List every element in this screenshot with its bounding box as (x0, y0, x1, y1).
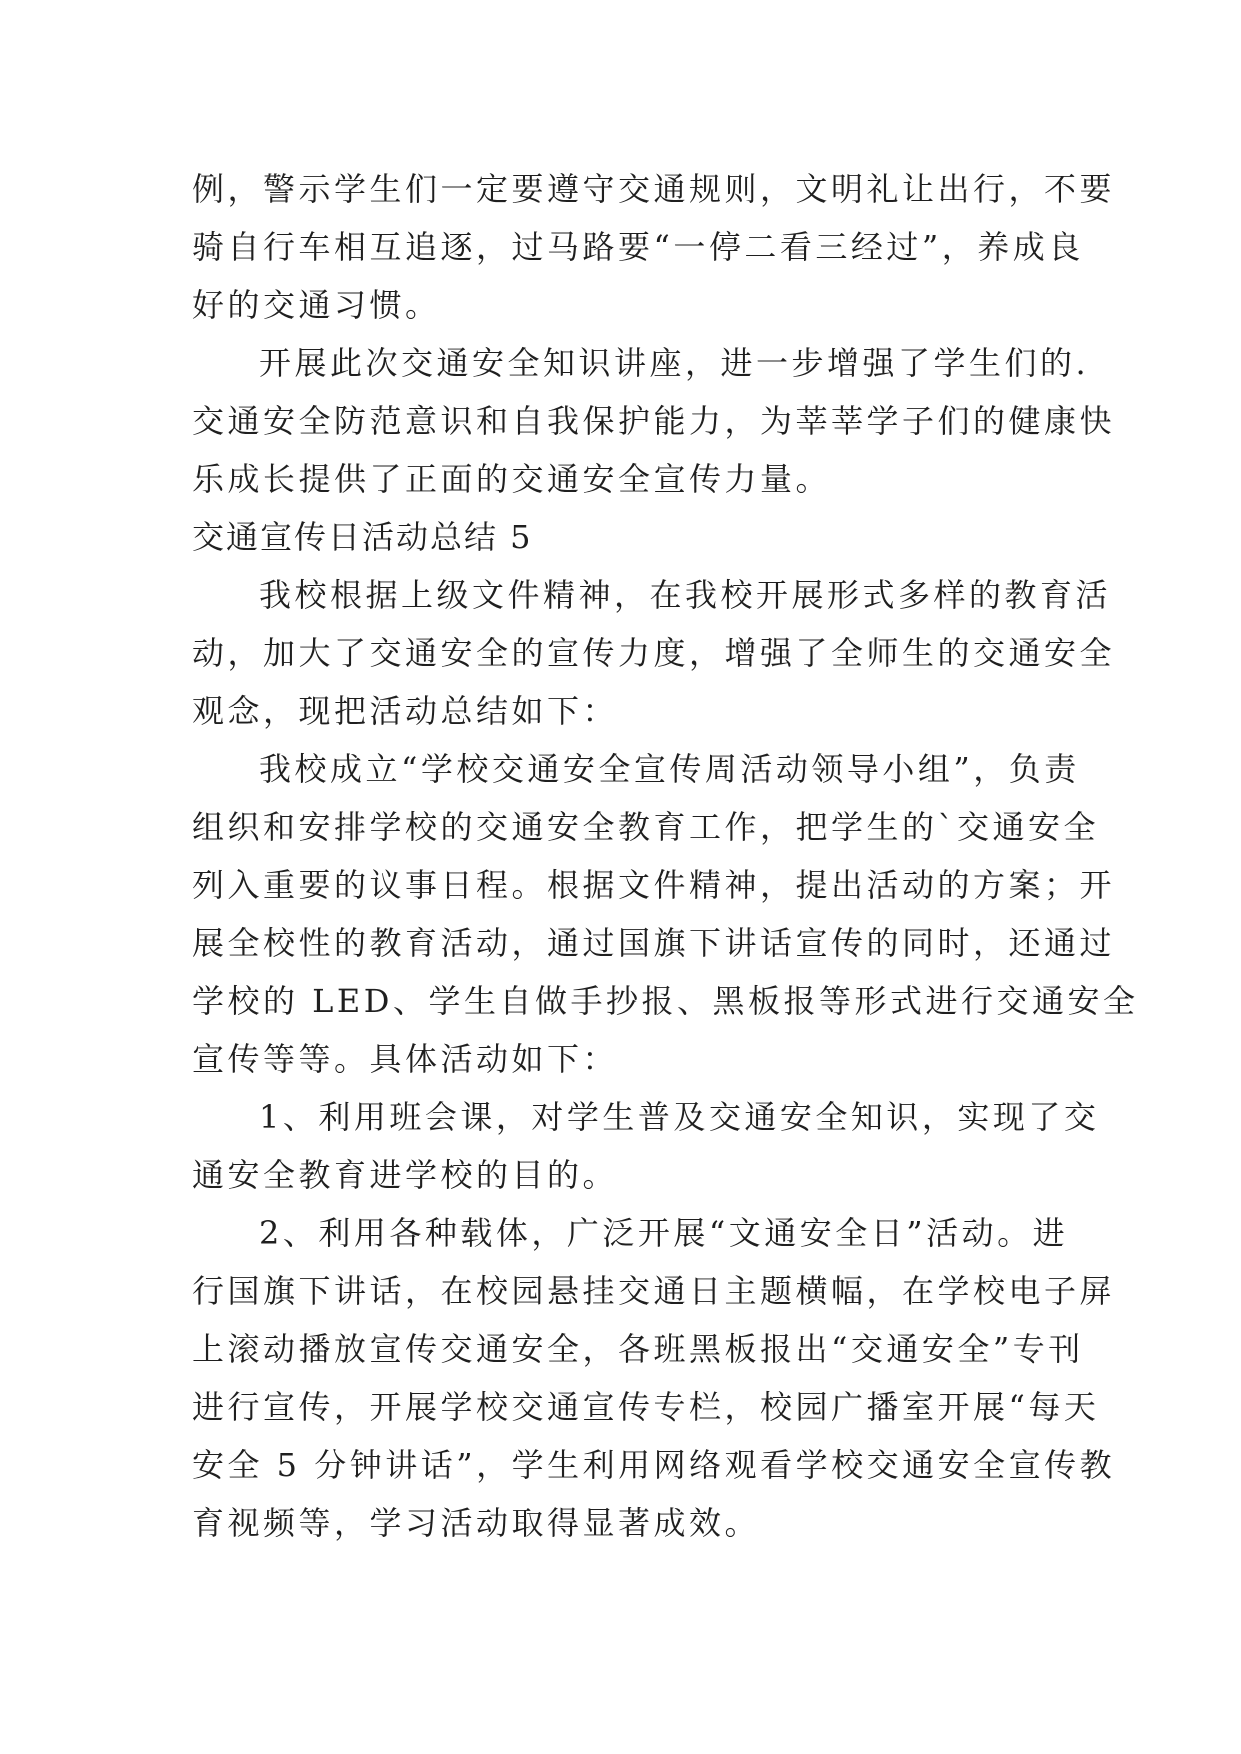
text-line: 学校的 LED、学生自做手抄报、黑板报等形式进行交通安全 (192, 982, 1139, 1020)
text-line: 例，警示学生们一定要遵守交通规则，文明礼让出行，不要 (192, 170, 1116, 208)
text-line: 列入重要的议事日程。根据文件精神，提出活动的方案；开 (192, 866, 1116, 904)
document-body (192, 160, 1139, 1552)
paragraph-first-line: 1、利用班会课，对学生普及交通安全知识，实现了交 (259, 1098, 1100, 1136)
text-line: 组织和安排学校的交通安全教育工作，把学生的`交通安全 (192, 808, 1100, 846)
text-line: 观念，现把活动总结如下： (192, 692, 619, 730)
text-line: 通安全教育进学校的目的。 (192, 1156, 619, 1194)
text-line: 上滚动播放宣传交通安全，各班黑板报出“交通安全”专刊 (192, 1330, 1084, 1368)
text-line: 展全校性的教育活动，通过国旗下讲话宣传的同时，还通过 (192, 924, 1116, 962)
text-line: 进行宣传，开展学校交通宣传专栏，校园广播室开展“每天 (192, 1388, 1100, 1426)
text-line: 骑自行车相互追逐，过马路要“一停二看三经过”，养成良 (192, 228, 1084, 266)
text-line: 育视频等，学习活动取得显著成效。 (192, 1504, 761, 1542)
paragraph-first-line: 我校根据上级文件精神，在我校开展形式多样的教育活 (259, 576, 1112, 614)
text-line: 好的交通习惯。 (192, 286, 441, 324)
paragraph-first-line: 开展此次交通安全知识讲座，进一步增强了学生们的. (259, 344, 1090, 382)
text-line: 乐成长提供了正面的交通安全宣传力量。 (192, 460, 832, 498)
section-heading: 交通宣传日活动总结 5 (192, 518, 533, 556)
text-line: 行国旗下讲话，在校园悬挂交通日主题横幅，在学校电子屏 (192, 1272, 1116, 1310)
text-line: 安全 5 分钟讲话”，学生利用网络观看学校交通安全宣传教 (192, 1446, 1116, 1484)
paragraph-first-line: 我校成立“学校交通安全宣传周活动领导小组”，负责 (259, 750, 1080, 788)
text-line: 宣传等等。具体活动如下： (192, 1040, 619, 1078)
text-line: 交通安全防范意识和自我保护能力，为莘莘学子们的健康快 (192, 402, 1116, 440)
paragraph-first-line: 2、利用各种载体，广泛开展“文通安全日”活动。进 (259, 1214, 1069, 1252)
text-line: 动，加大了交通安全的宣传力度，增强了全师生的交通安全 (192, 634, 1116, 672)
